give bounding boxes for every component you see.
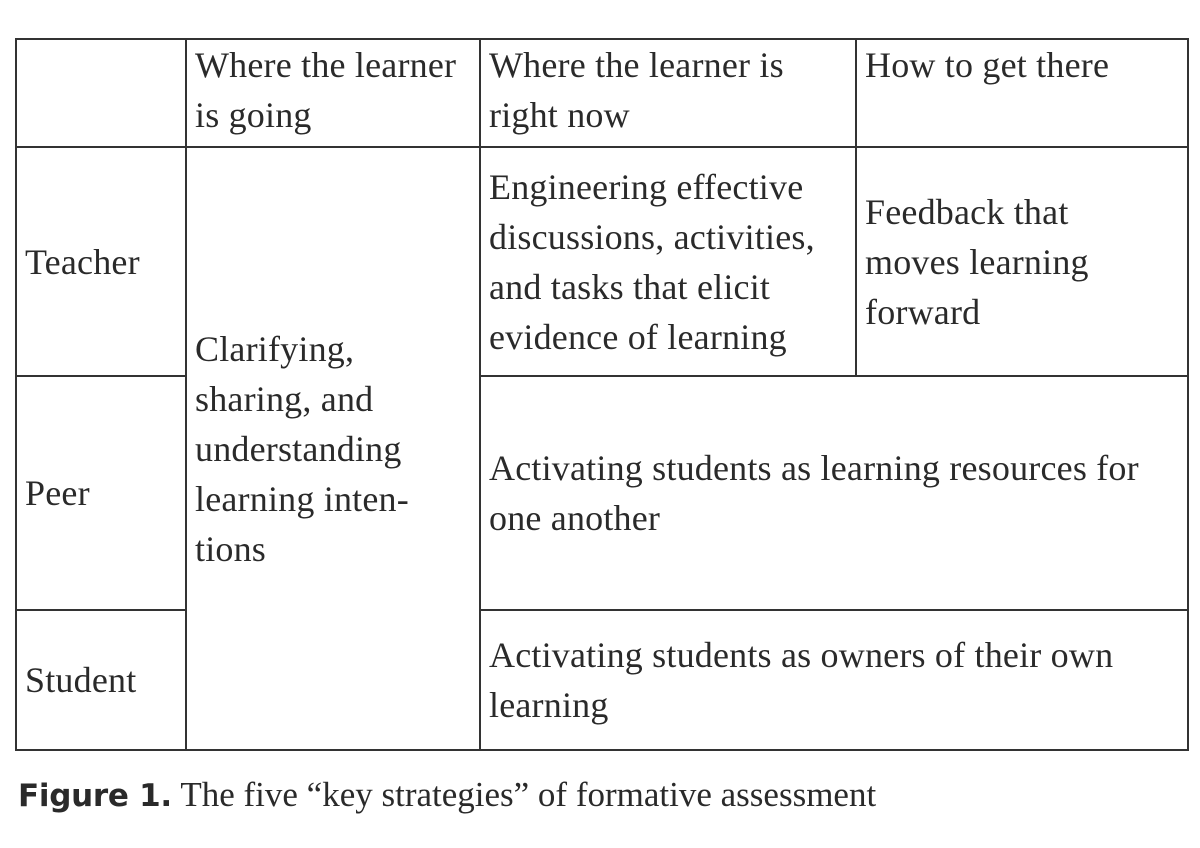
header-how-text: How to get there (865, 45, 1110, 85)
row-label-teacher: Teacher (16, 147, 186, 376)
cell-clarifying-text: Clarifying, sharing, and understanding learning inten-tions (195, 328, 409, 569)
row-label-student: Student (16, 610, 186, 750)
table-header-row (16, 39, 1188, 147)
strategies-table (15, 38, 1189, 751)
cell-engineering-text: Engineering effective discussions, activities, and tasks that elicit evidence of learning (489, 166, 815, 357)
figure-caption (18, 770, 876, 821)
cell-peer-strategy-text: Activating students as learning resources for one another (489, 448, 1139, 538)
cell-student-strategy-text: Activating students as owners of their own learning (489, 635, 1114, 725)
caption-label: Figure 1. (18, 778, 172, 814)
caption-text: The five “key strategies” of formative assessment (180, 775, 877, 814)
cell-feedback (856, 147, 1188, 376)
cell-student-strategy (480, 610, 1188, 750)
header-corner-cell (16, 39, 186, 147)
cell-peer-strategy (480, 376, 1188, 610)
figure (15, 38, 1189, 751)
header-going-text: Where the learner is going (195, 45, 457, 135)
header-right-now (480, 39, 856, 147)
header-right-now-text: Where the learner is right now (489, 45, 784, 135)
cell-feedback-text: Feedback that moves learning forward (865, 191, 1089, 332)
table-row-teacher (16, 147, 1188, 376)
cell-clarifying-intentions (186, 147, 480, 750)
header-going (186, 39, 480, 147)
cell-engineering-discussions (480, 147, 856, 376)
header-how-to-get-there (856, 39, 1188, 147)
row-label-peer: Peer (16, 376, 186, 610)
